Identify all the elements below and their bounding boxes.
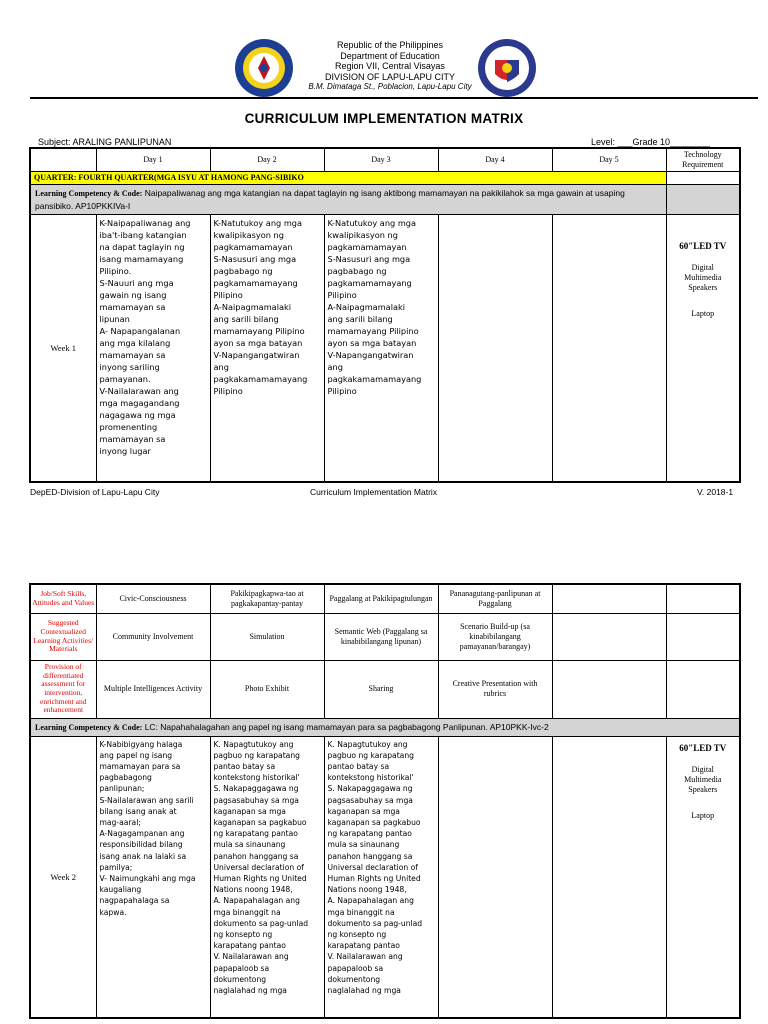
header-day-5: Day 5 bbox=[552, 148, 666, 171]
soft-skills-day-3: Paggalang at Pakikipagtulungan bbox=[324, 584, 438, 613]
curriculum-table-page2 bbox=[29, 583, 741, 1019]
soft-skills-day-5 bbox=[552, 584, 666, 613]
soft-skills-row bbox=[30, 584, 740, 613]
header-day-3: Day 3 bbox=[324, 148, 438, 171]
week-1-day-5 bbox=[552, 214, 666, 482]
soft-skills-day-4: Pananagutang-panlipunan at Paggalang bbox=[438, 584, 552, 613]
footer-center: Curriculum Implementation Matrix bbox=[310, 487, 438, 497]
activities-label: Suggested Contextualized Learning Activities/ Materials bbox=[30, 613, 96, 660]
tech-laptop: Laptop bbox=[691, 308, 715, 318]
footer-right: V. 2018-1 bbox=[697, 487, 734, 497]
week-1-day-3: K-Natutukoy ang mga kwalipikasyon ng pagkamamamayan S-Nasusuri ang mga pagbabago ng pagkamamamayang Pilipino A-Naipagmamalaki ang sarili bilang mamamayang Pilipino ayon sa mga batayan V-Napangangatwiran ang pagkakamamamayang Pilipino bbox=[324, 214, 438, 482]
tech-speakers: Digital Multimedia Speakers bbox=[684, 262, 722, 292]
activities-day-5 bbox=[552, 613, 666, 660]
week-1-label: Week 1 bbox=[30, 214, 96, 482]
lc2-text: LC: Napahahalagahan ang papel ng isang mamamayan para sa pagbabagong Panlipunan. AP10PKK-Ivc-2 bbox=[144, 721, 549, 732]
footer-divider bbox=[29, 482, 739, 483]
tech-led-tv: 60"LED TV bbox=[679, 240, 727, 251]
assessment-label: Provision of differentiated assessment for intervention, enrichment and enhancement bbox=[30, 660, 96, 718]
week-1-day-1: K-Naipapaliwanag ang iba't-ibang katangian na dapat taglayin ng isang mamamayang Pilipino. S-Nauuri ang mga gawain ng isang mamamayan sa lipunan A- Napapangalanan ang mga kilalang mamamayan sa inyong sariling pamayanan. V-Nailalarawan ang mga magagandang nagagawa ng mga promenenting mamamayan sa inyong lugar bbox=[96, 214, 210, 482]
learning-competency-row bbox=[30, 184, 740, 214]
week-2-day-3: K. Napagtutukoy ang pagbuo ng karapatang pantao batay sa kontekstong historikal' S. Nakapaggagawa ng pagsasabuhay sa mga kaganapan sa mga kaganapan sa pagkabuo ng karapatang pantao mula sa sinaunang panahon hanggang sa Universal declaration of Human Rights ng United Nations noong 1948, A. Napapahalagan ang mga binanggit na dokumento sa pag-unlad ng konsepto ng karapatang pantao V. Nailalarawan ang papapaloob sa dokumentong naglalahad ng mga bbox=[324, 736, 438, 1018]
assessment-tech bbox=[666, 660, 740, 718]
soft-skills-label: Job/Soft Skills, Attitudes and Values bbox=[30, 584, 96, 613]
soft-skills-day-1: Civic-Consciousness bbox=[96, 584, 210, 613]
activities-tech bbox=[666, 613, 740, 660]
assessment-day-2: Photo Exhibit bbox=[210, 660, 324, 718]
table-header-row bbox=[30, 148, 740, 171]
assessment-day-4: Creative Presentation with rubrics bbox=[438, 660, 552, 718]
tech-led-tv-2: 60"LED TV bbox=[679, 742, 727, 753]
activities-day-1: Community Involvement bbox=[96, 613, 210, 660]
letterhead-department: Department of Education bbox=[340, 50, 440, 61]
week-2-tech bbox=[666, 736, 740, 1018]
soft-skills-tech bbox=[666, 584, 740, 613]
header-day-4: Day 4 bbox=[438, 148, 552, 171]
week-2-day-4 bbox=[438, 736, 552, 1018]
lc2-label: Learning Competency & Code: bbox=[35, 722, 143, 732]
week-2-row bbox=[30, 736, 740, 1018]
letterhead bbox=[270, 40, 510, 93]
activities-day-3: Semantic Web (Paggalang sa kinabibilangang lipunan) bbox=[324, 613, 438, 660]
curriculum-table-page1 bbox=[29, 147, 741, 483]
subject-label: Subject: ARALING PANLIPUNAN bbox=[38, 137, 172, 147]
week-2-day-1: K-Nabibigyang halaga ang papel ng isang mamamayan para sa pagbabagong panlipunan; S-Nailalarawan ang sarili bilang isang anak at mag-aaral; A-Nagagampanan ang responsibilidad bilang isang anak na lalaki sa pamilya; V- Naimungkahi ang mga kaugaliang nagpapahalaga sa kapwa. bbox=[96, 736, 210, 1018]
letterhead-address: B.M. Dimataga St., Poblacion, Lapu-Lapu City bbox=[308, 82, 472, 91]
header-technology-requirement: Technology Requirement bbox=[666, 148, 740, 171]
header-day-1: Day 1 bbox=[96, 148, 210, 171]
lc-tech-blank bbox=[666, 184, 740, 214]
learning-competency-2 bbox=[30, 718, 740, 736]
learning-competency bbox=[30, 184, 666, 214]
activities-row bbox=[30, 613, 740, 660]
assessment-day-1: Multiple Intelligences Activity bbox=[96, 660, 210, 718]
header-blank bbox=[30, 148, 96, 171]
quarter-tech-blank bbox=[666, 171, 740, 184]
activities-day-4: Scenario Build-up (sa kinabibilangang pamayanan/barangay) bbox=[438, 613, 552, 660]
week-2-label: Week 2 bbox=[30, 736, 96, 1018]
assessment-row bbox=[30, 660, 740, 718]
header-divider bbox=[30, 97, 758, 99]
assessment-day-5 bbox=[552, 660, 666, 718]
assessment-day-3: Sharing bbox=[324, 660, 438, 718]
lc-label: Learning Competency & Code: bbox=[35, 188, 143, 198]
week-2-day-5 bbox=[552, 736, 666, 1018]
quarter-label: QUARTER: FOURTH QUARTER(MGA ISYU AT HAMONG PANG-SIBIKO bbox=[30, 171, 666, 184]
learning-competency-row-2 bbox=[30, 718, 740, 736]
header-day-2: Day 2 bbox=[210, 148, 324, 171]
document-title: CURRICULUM IMPLEMENTATION MATRIX bbox=[244, 111, 524, 126]
letterhead-region: Region VII, Central Visayas bbox=[335, 61, 445, 71]
level-label: Level: ___Grade 10________ bbox=[591, 137, 711, 147]
week-1-row bbox=[30, 214, 740, 482]
letterhead-division: DIVISION OF LAPU-LAPU CITY bbox=[324, 71, 456, 82]
tech-speakers-2: Digital Multimedia Speakers bbox=[684, 764, 722, 794]
week-2-day-2: K. Napagtutukoy ang pagbuo ng karapatang pantao batay sa kontekstong historikal' S. Nakapaggagawa ng pagsasabuhay sa mga kaganapan sa mga kaganapan sa pagkabuo ng karapatang pantao mula sa sinaunang panahon hanggang sa Universal declaration of Human Rights ng United Nations noong 1948, A. Napapahalagan ang mga binanggit na dokumento sa pag-unlad ng konsepto ng karapatang pantao V. Nailalarawan ang papapaloob sa dokumentong naglalahad ng mga bbox=[210, 736, 324, 1018]
letterhead-republic: Republic of the Philippines bbox=[336, 40, 444, 50]
week-1-day-4 bbox=[438, 214, 552, 482]
week-1-day-2: K-Natutukoy ang mga kwalipikasyon ng pagkamamamayan S-Nasusuri ang mga pagbabago ng pagkamamamayang Pilipino A-Naipagmamalaki ang sarili bilang mamamayang Pilipino ayon sa mga batayan V-Napangangatwiran ang pagkakamamamayang Pilipino bbox=[210, 214, 324, 482]
quarter-row bbox=[30, 171, 740, 184]
activities-day-2: Simulation bbox=[210, 613, 324, 660]
soft-skills-day-2: Pakikipagkapwa-tao at pagkakapantay-pantay bbox=[210, 584, 324, 613]
week-1-tech bbox=[666, 214, 740, 482]
lc-text: Naipapaliwanag ang mga katangian na dapat taglayin ng isang aktibong mamamayan na pakikilahok sa mga gawain at usaping pansibiko. AP10PKKIVa-I bbox=[35, 187, 625, 211]
footer-left: DepED-Division of Lapu-Lapu City bbox=[30, 487, 160, 497]
tech-laptop-2: Laptop bbox=[691, 810, 715, 820]
